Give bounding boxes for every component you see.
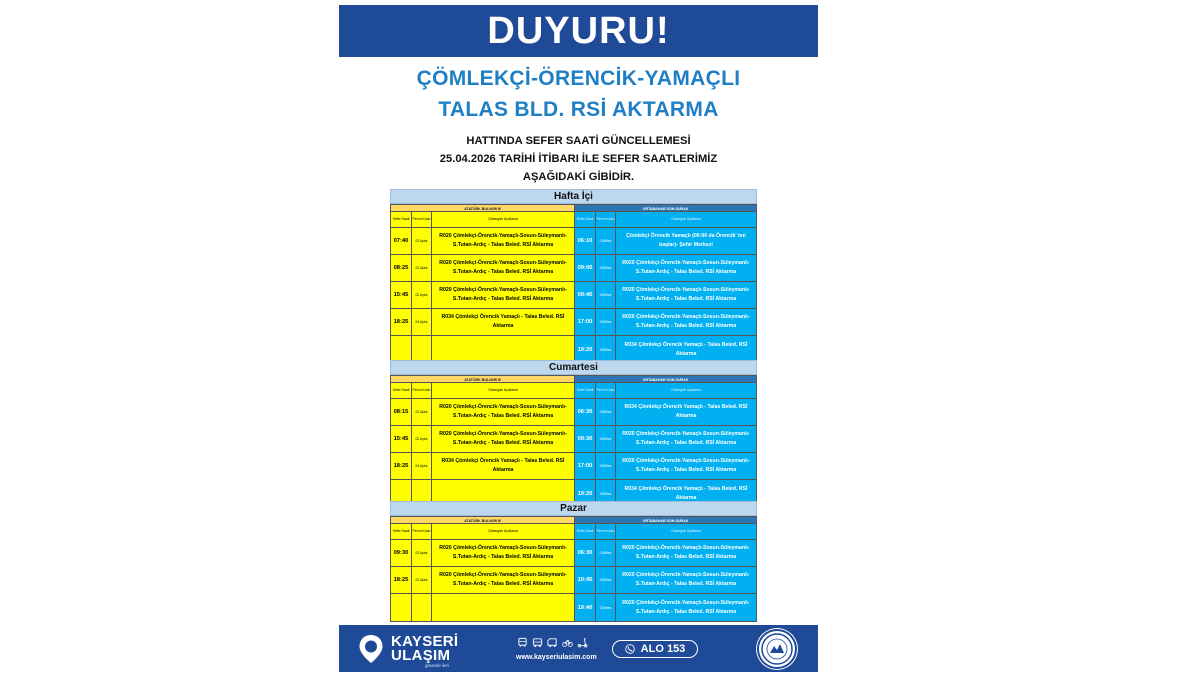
cell-peron: 02Miles — [596, 594, 616, 621]
cell-desc: R020 Çömlekçi-Örencik-Yamaçlı-Sosun-Süleymanlı-S.Tutan-Ardıç - Talas Beled. RSİ Aktarma — [439, 233, 567, 248]
cell-desc: R020 Çömlekçi-Örencik-Yamaçlı-Sosun-Süleymanlı-S.Tutan-Ardıç - Talas Beled. RSİ Aktarma — [622, 314, 750, 329]
cell-desc: R020 Çömlekçi-Örencik-Yamaçlı-Sosun-Süleymanlı-S.Tutan-Ardıç - Talas Beled. RSİ Aktarma — [439, 404, 567, 419]
cell-peron: 04 Aybs — [412, 309, 432, 335]
column-header-desc: Güzergah Açıklama — [671, 217, 701, 221]
column-header-row — [575, 383, 756, 399]
route-title-line2: TALAS BLD. RSİ AKTARMA — [438, 98, 719, 121]
cell-peron: 02Miles — [596, 453, 616, 479]
cell-peron: 02Miles — [596, 540, 616, 566]
column-header-desc: Güzergah Açıklama — [671, 529, 701, 533]
cell-time: 09:30 — [391, 540, 412, 566]
column-header-peron: Peron Kodu — [412, 524, 432, 539]
cell-peron — [412, 336, 432, 363]
cell-desc: R020 Çömlekçi-Örencik-Yamaçlı-Sosun-Süleymanlı-S.Tutan-Ardıç - Talas Beled. RSİ Aktarma — [622, 260, 750, 275]
schedule-row — [575, 453, 756, 480]
cell-time: 19:20 — [575, 336, 596, 363]
left-station-table — [390, 516, 574, 622]
column-header-row — [391, 524, 574, 540]
cell-desc: R034 Çömlekçi Örencik Yamaçlı - Talas Beled. RSİ Aktarma — [624, 404, 748, 419]
cell-time: 10:45 — [575, 567, 596, 593]
schedule-row — [391, 567, 574, 594]
cell-desc: R020 Çömlekçi-Örencik-Yamaçlı-Sosun-Süleymanlı-S.Tutan-Ardıç - Talas Beled. RSİ Aktarma — [622, 431, 750, 446]
cell-time: 08:15 — [391, 399, 412, 425]
cell-time: 15:45 — [391, 426, 412, 452]
column-header-row — [391, 383, 574, 399]
section-title: Cumartesi — [390, 360, 757, 375]
cell-peron: 02 Aybs — [412, 426, 432, 452]
cell-peron: 02Miles — [596, 228, 616, 254]
column-header-peron: Peron Kodu — [412, 212, 432, 227]
column-header-peron: Peron Kodu — [596, 212, 616, 227]
right-station-table — [574, 375, 757, 508]
cell-desc: R020 Çömlekçi-Örencik-Yamaçlı-Sosun-Süleymanlı-S.Tutan-Ardıç - Talas Beled. RSİ Aktarma — [622, 545, 750, 560]
cell-time: 18:25 — [391, 309, 412, 335]
cell-time — [391, 336, 412, 363]
logo-line2: ULAŞIM — [391, 647, 451, 664]
cell-peron: 02 Aybs — [412, 255, 432, 281]
cell-desc — [432, 594, 574, 621]
cell-desc: R034 Çömlekçi Örencik Yamaçlı - Talas Beled. RSİ Aktarma — [441, 314, 565, 329]
tram-icon — [517, 637, 528, 648]
column-header-time: Sefer Saati — [575, 524, 596, 539]
schedule-grid — [390, 516, 757, 622]
column-header-peron: Peron Kodu — [596, 524, 616, 539]
schedule-row — [391, 309, 574, 336]
cell-desc: R020 Çömlekçi-Örencik-Yamaçlı-Sosun-Süleymanlı-S.Tutan-Ardıç - Talas Beled. RSİ Aktarma — [622, 599, 750, 615]
announcement-poster — [339, 5, 818, 672]
schedule-row — [575, 336, 756, 363]
schedule-row — [391, 594, 574, 621]
logo-line1: KAYSERİ — [391, 633, 459, 650]
cell-time: 09:40 — [575, 282, 596, 308]
footer-bar — [339, 625, 818, 672]
banner-title: DUYURU! — [487, 9, 670, 52]
schedule-row — [575, 567, 756, 594]
schedule-row — [391, 228, 574, 255]
column-header-desc: Güzergah Açıklama — [488, 529, 518, 533]
cell-desc: R020 Çömlekçi-Örencik-Yamaçlı-Sosun-Süleymanlı-S.Tutan-Ardıç - Talas Beled. RSİ Aktarma — [439, 431, 567, 446]
cell-desc: R034 Çömlekçi Örencik Yamaçlı - Talas Beled. RSİ Aktarma — [624, 341, 748, 357]
transport-modes — [517, 637, 588, 648]
cell-peron: 06Miles — [596, 399, 616, 425]
column-header-time: Sefer Saati — [391, 212, 412, 227]
cell-peron: 06Miles — [596, 480, 616, 507]
cell-time: 17:00 — [575, 453, 596, 479]
announcement-banner — [339, 5, 818, 57]
notice-line2: 25.04.2026 TARİHİ İTİBARI İLE SEFER SAATLERİMİZ — [439, 153, 718, 165]
schedule-row — [575, 399, 756, 426]
cell-desc: R034 Çömlekçi Örencik Yamaçlı - Talas Beled. RSİ Aktarma — [441, 458, 565, 473]
schedule-row — [575, 426, 756, 453]
cell-time: 19:40 — [575, 594, 596, 621]
schedule-row — [391, 540, 574, 567]
minibus-icon — [547, 637, 558, 648]
cell-time: 17:00 — [575, 309, 596, 335]
schedule-row — [391, 282, 574, 309]
bike-icon — [562, 637, 573, 648]
cell-time: 15:45 — [391, 282, 412, 308]
cell-desc: Çömlekçi Örencik Yamaçlı (06:00 da Örencik' ten başlar)- Şehir Merkezi — [626, 233, 746, 248]
cell-time: 19:20 — [575, 480, 596, 507]
cell-time: 06:30 — [575, 540, 596, 566]
schedule-weekday — [390, 189, 757, 364]
logo-tagline: güvenle ileri — [425, 663, 450, 668]
station-name: ORTABAHAR SON DURAK — [575, 204, 756, 212]
section-title: Pazar — [390, 501, 757, 516]
cell-peron: 02Miles — [596, 309, 616, 335]
cell-desc: R020 Çömlekçi-Örencik-Yamaçlı-Sosun-Süleymanlı-S.Tutan-Ardıç - Talas Beled. RSİ Aktarma — [439, 260, 567, 275]
cell-desc: R020 Çömlekçi-Örencik-Yamaçlı-Sosun-Süleymanlı-S.Tutan-Ardıç - Talas Beled. RSİ Aktarma — [622, 458, 750, 473]
website-url: www.kayseriulasim.com — [516, 654, 597, 661]
cell-peron: 02 Aybs — [412, 540, 432, 566]
cell-peron: 02 Aybs — [412, 399, 432, 425]
cell-time: 09:00 — [575, 255, 596, 281]
hotline-badge — [612, 640, 698, 658]
cell-desc: R020 Çömlekçi-Örencik-Yamaçlı-Sosun-Süleymanlı-S.Tutan-Ardıç - Talas Beled. RSİ Aktarma — [622, 287, 750, 302]
cell-time: 09:30 — [575, 426, 596, 452]
cell-peron: 02Miles — [596, 426, 616, 452]
cell-desc: R020 Çömlekçi-Örencik-Yamaçlı-Sosun-Süleymanlı-S.Tutan-Ardıç - Talas Beled. RSİ Aktarma — [439, 572, 567, 587]
cell-peron: 02Miles — [596, 567, 616, 593]
cell-time: 08:25 — [391, 255, 412, 281]
cell-time: 18:25 — [391, 453, 412, 479]
schedule-row — [391, 453, 574, 480]
phone-icon — [625, 644, 635, 654]
section-title: Hafta İçi — [390, 189, 757, 204]
schedule-row — [391, 399, 574, 426]
schedule-grid — [390, 204, 757, 364]
cell-peron: 02 Aybs — [412, 567, 432, 593]
station-name: ORTABAHAR SON DURAK — [575, 516, 756, 524]
cell-peron: 02 Aybs — [412, 282, 432, 308]
cell-time: 06:10 — [575, 228, 596, 254]
schedule-row — [575, 594, 756, 621]
schedule-row — [575, 540, 756, 567]
schedule-row — [575, 282, 756, 309]
cell-peron: 02Miles — [596, 255, 616, 281]
column-header-desc: Güzergah Açıklama — [488, 388, 518, 392]
left-station-table — [390, 375, 574, 508]
column-header-time: Sefer Saati — [391, 383, 412, 398]
cell-peron: 02Miles — [596, 282, 616, 308]
column-header-row — [575, 212, 756, 228]
cell-desc — [432, 336, 574, 363]
cell-desc: R020 Çömlekçi-Örencik-Yamaçlı-Sosun-Süleymanlı-S.Tutan-Ardıç - Talas Beled. RSİ Aktarma — [439, 287, 567, 302]
column-header-peron: Peron Kodu — [412, 383, 432, 398]
notice-line1: HATTINDA SEFER SAATİ GÜNCELLEMESİ — [466, 135, 691, 147]
location-pin-icon — [358, 634, 384, 664]
cell-peron: 04 Aybs — [412, 453, 432, 479]
column-header-time: Sefer Saati — [575, 383, 596, 398]
route-title-line1: ÇÖMLEKÇİ-ÖRENCİK-YAMAÇLI — [416, 67, 741, 90]
cell-peron — [412, 594, 432, 621]
cell-desc: R020 Çömlekçi-Örencik-Yamaçlı-Sosun-Süleymanlı-S.Tutan-Ardıç - Talas Beled. RSİ Aktarma — [439, 545, 567, 560]
cell-desc: R020 Çömlekçi-Örencik-Yamaçlı-Sosun-Süleymanlı-S.Tutan-Ardıç - Talas Beled. RSİ Aktarma — [622, 572, 750, 587]
column-header-row — [575, 524, 756, 540]
station-name: ATATÜRK BULVARI B — [391, 516, 574, 524]
schedule-row — [391, 336, 574, 363]
scooter-icon — [577, 637, 588, 648]
cell-time — [391, 594, 412, 621]
cell-time: 06:30 — [575, 399, 596, 425]
schedule-sunday — [390, 501, 757, 622]
schedule-row — [391, 255, 574, 282]
cell-time: 07:40 — [391, 228, 412, 254]
schedule-row — [575, 228, 756, 255]
column-header-time: Sefer Saati — [575, 212, 596, 227]
column-header-peron: Peron Kodu — [596, 383, 616, 398]
cell-desc: R034 Çömlekçi Örencik Yamaçlı - Talas Beled. RSİ Aktarma — [624, 485, 748, 501]
cell-peron: 02 Aybs — [412, 228, 432, 254]
station-name: ATATÜRK BULVARI B — [391, 375, 574, 383]
column-header-desc: Güzergah Açıklama — [671, 388, 701, 392]
cell-peron: 06Miles — [596, 336, 616, 363]
bus-icon — [532, 637, 543, 648]
right-station-table — [574, 516, 757, 622]
left-station-table — [390, 204, 574, 364]
column-header-time: Sefer Saati — [391, 524, 412, 539]
right-station-table — [574, 204, 757, 364]
brand-logo-text — [391, 635, 458, 663]
schedule-row — [575, 255, 756, 282]
cell-time: 18:25 — [391, 567, 412, 593]
schedule-row — [391, 426, 574, 453]
schedule-row — [575, 309, 756, 336]
column-header-row — [391, 212, 574, 228]
municipality-seal-icon — [757, 629, 797, 669]
column-header-desc: Güzergah Açıklama — [488, 217, 518, 221]
schedule-saturday — [390, 360, 757, 508]
station-name: ORTABAHAR SON DURAK — [575, 375, 756, 383]
hotline-text: ALO 153 — [640, 643, 686, 655]
station-name: ATATÜRK BULVARI B — [391, 204, 574, 212]
schedule-grid — [390, 375, 757, 508]
notice-line3: AŞAĞIDAKİ GİBİDİR. — [522, 171, 635, 183]
